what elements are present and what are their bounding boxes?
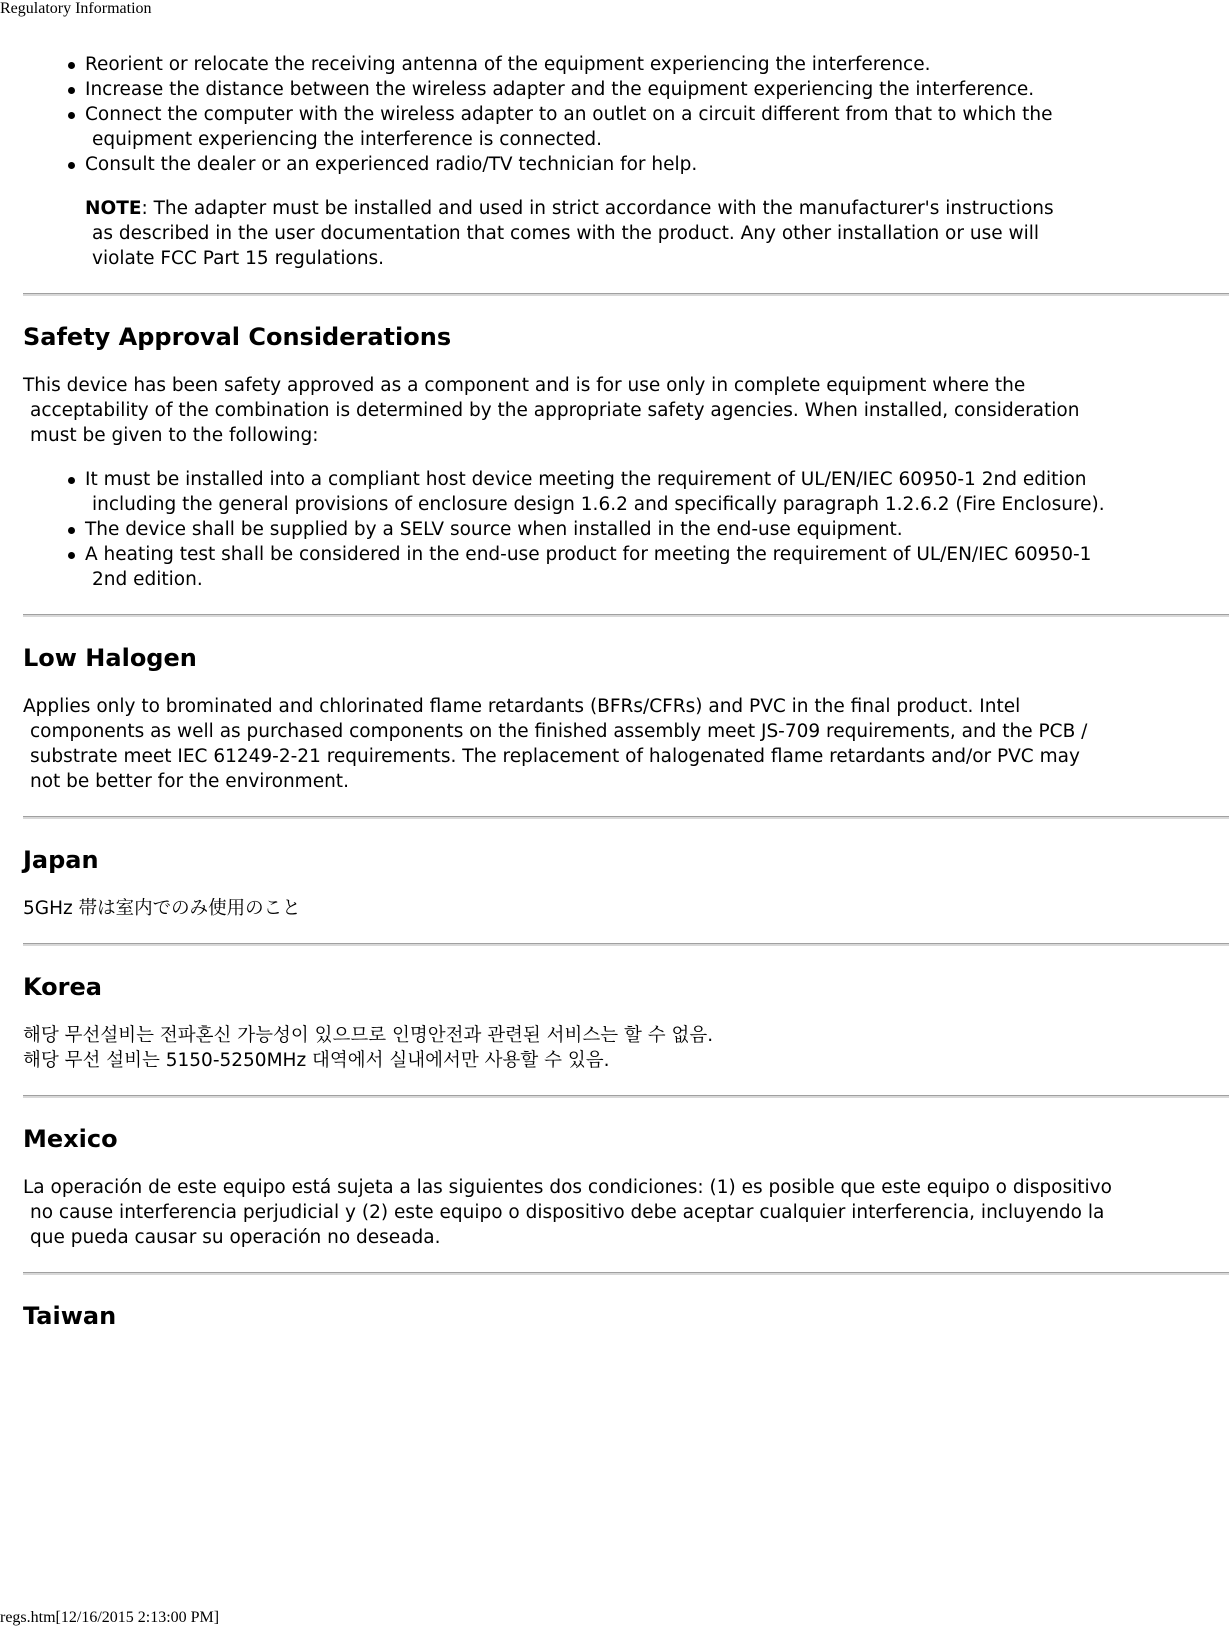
section-divider (23, 614, 1229, 617)
section-divider (23, 816, 1229, 819)
section-divider (23, 943, 1229, 946)
section-title-japan: Japan (23, 846, 99, 874)
print-header: Regulatory Information (0, 0, 152, 17)
section-title-low-halogen: Low Halogen (23, 644, 197, 672)
document-body (23, 52, 1229, 1331)
japan-text: 5GHz 帯は室内でのみ使用のこと (23, 898, 301, 919)
note-label: NOTE (85, 198, 142, 219)
fcc-interference-list (23, 52, 1229, 177)
list-item: Connect the computer with the wireless adapter to an outlet on a circuit different from that to which the equipment experiencing the interference is connected. (85, 102, 1229, 152)
list-item: A heating test shall be considered in the end-use product for meeting the requirement of UL/EN/IEC 60950-1 2nd edition. (85, 542, 1229, 592)
section-divider (23, 293, 1229, 296)
list-item: It must be installed into a compliant host device meeting the requirement of UL/EN/IEC 60950-1 2nd edition including the general provisions of enclosure design 1.6.2 and specifically paragraph 1.2.6.2 (Fire Enclosure). (85, 467, 1229, 517)
list-item: Consult the dealer or an experienced radio/TV technician for help. (85, 152, 1229, 177)
section-divider (23, 1272, 1229, 1275)
section-title-korea: Korea (23, 973, 102, 1001)
list-item: The device shall be supplied by a SELV source when installed in the end-use equipment. (85, 517, 1229, 542)
section-title-safety: Safety Approval Considerations (23, 323, 452, 351)
section-title-mexico: Mexico (23, 1125, 118, 1153)
safety-intro: This device has been safety approved as a component and is for use only in complete equipment where the acceptability of the combination is determined by the appropriate safety agencies. When installed, consideration must be given to the following: (23, 375, 1080, 446)
section-divider (23, 1095, 1229, 1098)
mexico-text: La operación de este equipo está sujeta a las siguientes dos condiciones: (1) es posible que este equipo o dispositivo no cause interferencia perjudicial y (2) este equipo o dispositivo debe aceptar cualquier interferencia, incluyendo la que pueda causar su operación no deseada. (23, 1177, 1112, 1248)
fcc-note: NOTE: The adapter must be installed and used in strict accordance with the manufacturer's instructions as described in the user documentation that comes with the product. Any other installation or use will violate FCC Part 15 regulations. (85, 198, 1054, 269)
low-halogen-text: Applies only to brominated and chlorinated flame retardants (BFRs/CFRs) and PVC in the final product. Intel components as well as purchased components on the finished assembly meet JS-709 requirements, and the PCB / substrate meet IEC 61249-2-21 requirements. The replacement of halogenated flame retardants and/or PVC may not be better for the environment. (23, 696, 1088, 792)
korea-text: 해당 무선설비는 전파혼신 가능성이 있으므로 인명안전과 관련된 서비스는 할 수 없음. 해당 무선 설비는 5150-5250MHz 대역에서 실내에서만 사용할 수 있음. (23, 1025, 714, 1071)
list-item: Reorient or relocate the receiving antenna of the equipment experiencing the interference. (85, 52, 1229, 77)
list-item: Increase the distance between the wireless adapter and the equipment experiencing the interference. (85, 77, 1229, 102)
safety-requirements-list (23, 467, 1229, 592)
section-title-taiwan: Taiwan (23, 1302, 117, 1330)
print-footer: regs.htm[12/16/2015 2:13:00 PM] (0, 1609, 220, 1626)
